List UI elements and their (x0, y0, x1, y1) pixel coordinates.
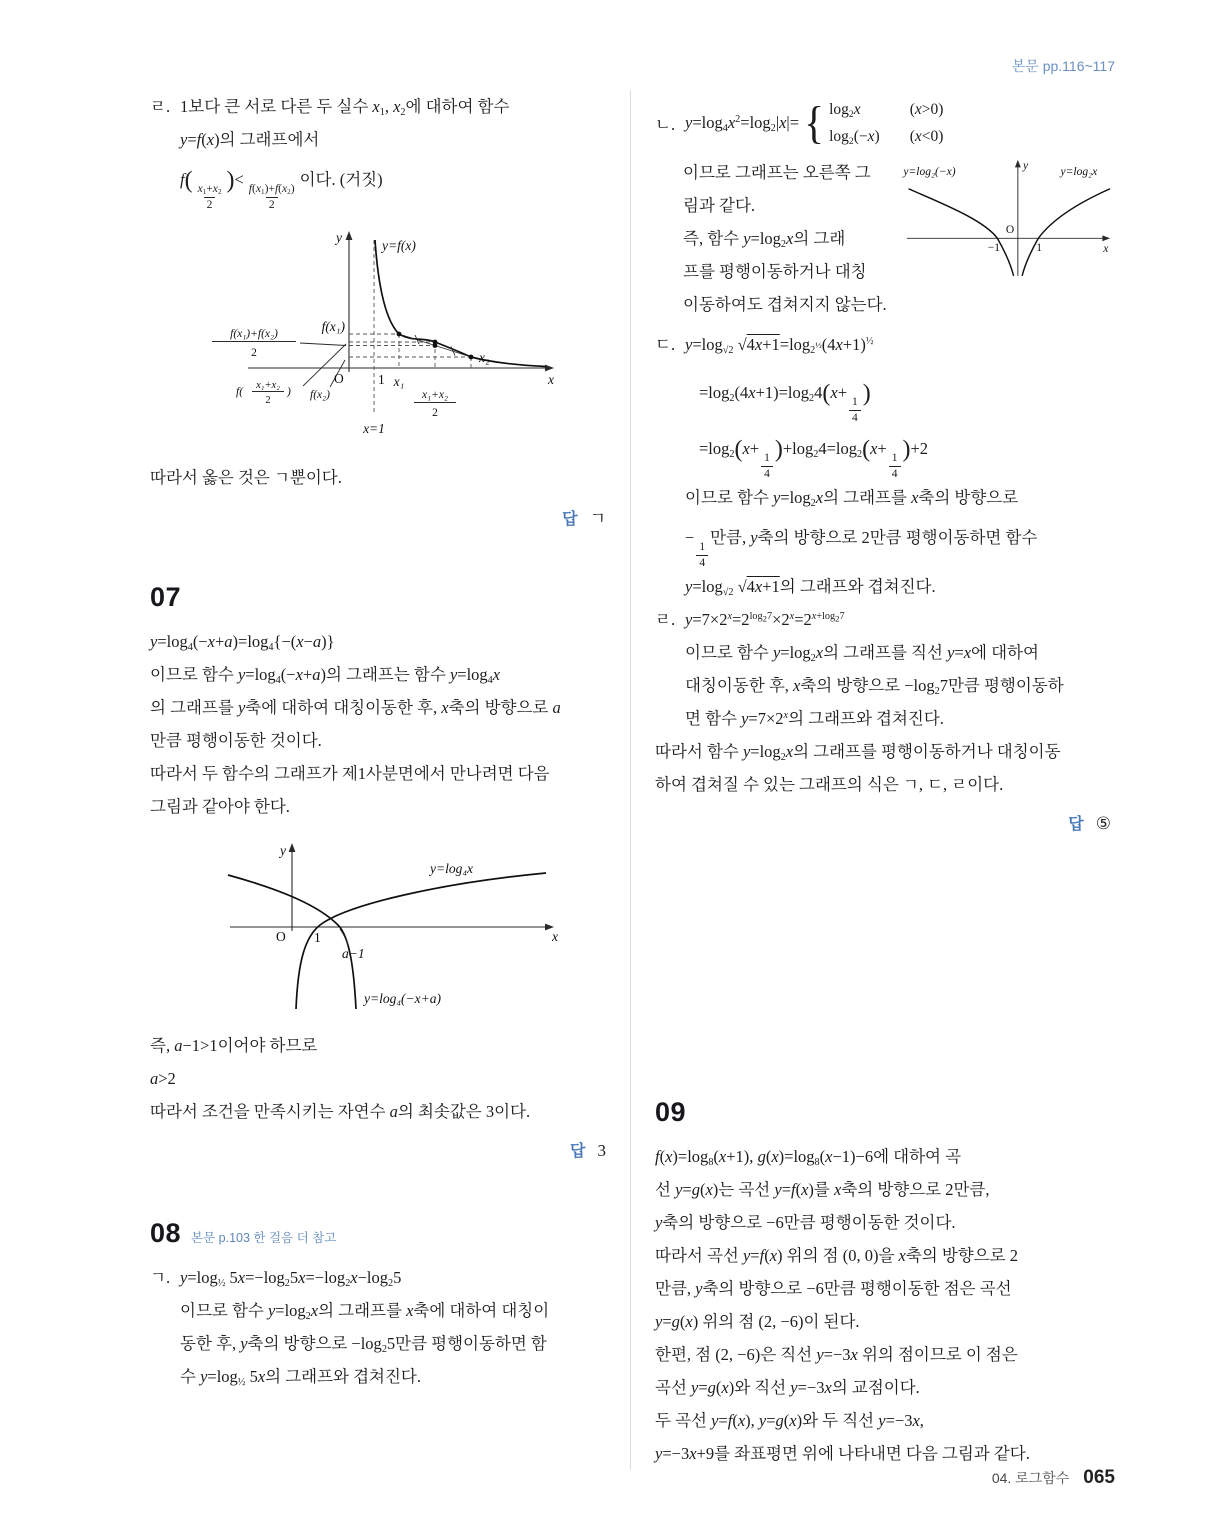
solution-line: y=f(x)의 그래프에서 (180, 130, 320, 149)
solution-line: 림과 같다. (683, 196, 756, 215)
problem-09-solution (655, 1140, 1113, 1470)
solution-line (655, 321, 1113, 369)
page-number: 065 (1083, 1467, 1115, 1488)
origin-label: O (1005, 224, 1014, 237)
problem-07-conclusion (150, 1029, 608, 1128)
answer-label: 답 (1068, 816, 1084, 833)
curve-log4x (296, 873, 546, 1009)
line-text: $y=7\times 2^x=2^{log_27}\times 2^x=2^{x+log_27}$ (685, 610, 845, 629)
left-column (150, 90, 630, 1470)
x-axis-arrow (545, 365, 554, 372)
statement-r2 (655, 603, 1113, 735)
avg-frac-den: 2 (251, 347, 257, 359)
conclusion-line: 따라서 옳은 것은 ㄱ뿐이다. (150, 468, 342, 487)
answer-label: 답 (570, 1143, 586, 1160)
curve-left-label: y=log₂(−x) (902, 166, 956, 179)
y-axis-label: y (280, 843, 286, 858)
point-x2 (469, 355, 474, 360)
y-axis-arrow (289, 843, 296, 852)
item-marker: ㄷ. (655, 335, 676, 354)
answer-label: 답 (562, 511, 578, 528)
point-chord-mid (433, 343, 438, 348)
problem-07-heading (150, 582, 608, 613)
statement-r (150, 90, 608, 212)
tick-1: 1 (314, 930, 321, 945)
answer-row (150, 504, 606, 538)
page-ref-header (1012, 56, 1115, 76)
mid-frac-den: 2 (432, 407, 438, 419)
answer-value: ㄱ (589, 509, 606, 528)
fmid-pre: f( (236, 386, 244, 398)
statement-d (655, 321, 1113, 603)
figure-log-intersection (214, 839, 608, 1019)
solution-line: 대칭이동한 후, x축의 방향으로 $-\log_27$만큼 평행이동하 (685, 676, 1064, 698)
line-text: 1보다 큰 서로 다른 두 실수 $x_1$, $x_2$에 대하여 함수 (180, 97, 510, 119)
answer-value: ⑤ (1095, 814, 1111, 833)
fx2-label: f(x₂) (310, 389, 330, 401)
solution-line: 만큼 평행이동한 것이다. (150, 731, 322, 750)
problem-08-conclusion (655, 735, 1113, 801)
origin-label: O (334, 371, 344, 386)
tick-1: 1 (1035, 242, 1042, 255)
problem-07-solution (150, 625, 608, 823)
log-intersection-graph (214, 839, 564, 1014)
solution-line: 따라서 곡선 y=f(x) 위의 점 (0, 0)을 x축의 방향으로 2 (655, 1246, 1018, 1265)
line-text: $y=\log_{√2}$ $√4x+1=\log_{2^{\frac{1}{2}}}(4x+1)^{\frac{1}{2}}$ (685, 335, 874, 357)
case-2-condition: (x<0) (909, 127, 944, 145)
item-marker: ㄱ. (150, 1268, 171, 1287)
y-axis-arrow (1014, 160, 1020, 168)
page-content (150, 90, 1113, 1470)
tick-1: 1 (378, 372, 385, 387)
curve1-label: y=log₄x (430, 861, 474, 876)
tick-x1: x₁ (393, 374, 405, 389)
solution-line: 동한 후, y축의 방향으로 $-\log_25$만큼 평행이동하면 함 (180, 1334, 547, 1356)
problem-08-heading (150, 1218, 608, 1249)
solution-line: 만큼, y축의 방향으로 −6만큼 평행이동한 점은 곡선 (655, 1279, 1012, 1298)
equation-text: $y=\log_4x^2=\log_2|x|=$ (685, 113, 800, 135)
leader-line (340, 929, 348, 945)
y-axis-label: y (336, 230, 342, 245)
solution-line: − $\frac{1}{4}$ 만큼, y축의 방향으로 2만큼 평행이동하면 함수 (685, 528, 1038, 569)
fx1-label: f(x₁) (321, 319, 345, 334)
tick-a-minus-1: a−1 (342, 946, 365, 961)
item-marker: ㄴ. (655, 115, 676, 134)
case-grid (829, 98, 943, 148)
x-axis-label: x (552, 929, 558, 944)
right-column (630, 90, 1113, 1470)
fmid-num: x₁+x₂ (256, 380, 280, 391)
curve-log2-negx (908, 189, 1013, 276)
item-marker: ㄹ. (150, 97, 171, 116)
convexity-graph (202, 226, 562, 448)
fmid-den: 2 (265, 395, 271, 406)
solution-line: 한편, 점 (2, −6)은 직선 y=−3x 위의 점이므로 이 점은 (655, 1345, 1018, 1364)
case-1-condition: (x>0) (909, 101, 944, 119)
case-2-expr: $\log_2(-x)$ (829, 127, 880, 147)
statement-n (655, 90, 1113, 321)
chapter-label: 04. 로그함수 (991, 1470, 1070, 1486)
solution-line: 수 $y=\log_{\frac{1}{2}}$ 5x의 그래프와 겹쳐진다. (180, 1367, 421, 1389)
solution-line: 그림과 같아야 한다. (150, 797, 290, 816)
leader-line (300, 343, 346, 346)
avg-frac-num: f(x₁)+f(x₂) (230, 328, 278, 340)
mid-frac-num: x₁+x₂ (422, 389, 448, 401)
solution-line: 이동하여도 겹쳐지지 않는다. (683, 295, 887, 314)
y-axis-arrow (346, 231, 353, 240)
solution-line: 두 곡선 y=f(x), y=g(x)와 두 직선 y=−3x, (655, 1411, 924, 1430)
solution-line: y축의 방향으로 −6만큼 평행이동한 것이다. (655, 1213, 956, 1232)
page-ref-text: 본문 pp.116~117 (1011, 58, 1115, 74)
reference-note: 본문 p.103 한 걸음 더 참고 (191, 1231, 337, 1245)
solution-line: y=g(x) 위의 점 (2, −6)이 된다. (655, 1312, 860, 1331)
solution-line (655, 603, 1113, 636)
solution-line: 즉, a−1>1이어야 하므로 (150, 1036, 318, 1055)
case-1-expr: $\log_2x$ (829, 101, 861, 121)
piecewise-cases (803, 98, 943, 148)
n-text-and-figure (655, 156, 1113, 321)
point-x1 (397, 332, 402, 337)
solution-line: $=\log_2(x+$ $\frac{1}{4}$ )$+\log_24=\log_2(x+$ $\frac{1}{4}$ )+2 (699, 436, 929, 480)
tick-minus-1: −1 (987, 242, 1000, 255)
abs-log-graph (900, 156, 1114, 283)
problem-number: 09 (655, 1097, 687, 1127)
solution-line: 따라서 두 함수의 그래프가 제1사분면에서 만나려면 다음 (150, 764, 550, 783)
solution-line (150, 1261, 608, 1294)
solution-line: $y=\log_4(-x+a)=\log_4\{-(x-a)\}$ (150, 632, 335, 654)
solution-line: 즉, 함수 $y=\log_2x$의 그래 (683, 229, 846, 251)
solution-line: 선 y=g(x)는 곡선 y=f(x)를 x축의 방향으로 2만큼, (655, 1180, 990, 1199)
figure-convexity (202, 226, 608, 453)
x-axis-label: x (548, 372, 554, 387)
problem-number: 08 (150, 1218, 182, 1248)
case-brace: { (804, 97, 825, 149)
tick-x2: x₂ (479, 350, 490, 365)
curve-label: y=f(x) (382, 238, 416, 253)
y-axis-label: y (1022, 160, 1028, 173)
n-text (683, 156, 896, 321)
x-axis-arrow (1102, 235, 1110, 241)
solution-line: 이므로 함수 $y=\log_2x$의 그래프를 x축의 방향으로 (685, 488, 1019, 510)
solution-line: 이므로 그래프는 오른쪽 그 (683, 163, 871, 182)
solution-line: 프를 평행이동하거나 대칭 (683, 262, 867, 281)
solution-line: 하여 겹쳐질 수 있는 그래프의 식은 ㄱ, ㄷ, ㄹ이다. (655, 775, 1004, 794)
problem-09-heading (655, 1097, 1113, 1128)
solution-line: 따라서 함수 $y=\log_2x$의 그래프를 평행이동하거나 대칭이동 (655, 742, 1061, 764)
solution-line: $f(x)=\log_8(x+1)$, $g(x)=\log_8(x-1)-6$에 대하여 곡 (655, 1147, 962, 1169)
solution-line: 면 함수 $y=7\times 2^x$의 그래프와 겹쳐진다. (685, 709, 944, 728)
solution-line: 곡선 y=g(x)와 직선 y=−3x의 교점이다. (655, 1378, 920, 1397)
function-curve (375, 240, 546, 367)
solution-line: y=−3x+9를 좌표평면 위에 나타내면 다음 그림과 같다. (655, 1444, 1030, 1463)
curve-log2x (1022, 189, 1110, 276)
problem-number: 07 (150, 582, 182, 612)
solution-line: $y=\log_{√2}$ √4x+1의 그래프와 겹쳐진다. (685, 577, 936, 599)
solution-line: 이므로 함수 $y=\log_4(-x+a)$의 그래프는 함수 $y=\log_4x$ (150, 665, 501, 687)
curve2-label: y=log₄(−x+a) (364, 991, 441, 1006)
solution-line: 따라서 조건을 만족시키는 자연수 a의 최솟값은 3이다. (150, 1102, 531, 1121)
solution-line: a>2 (150, 1069, 176, 1088)
solution-line: 이므로 함수 $y=\log_2x$의 그래프를 직선 y=x에 대하여 (685, 643, 1039, 665)
solution-line (655, 90, 1113, 156)
item-marker: ㄹ. (655, 610, 676, 629)
solution-line: $=\log_2(4x+1)=\log_24(x+$ $\frac{1}{4}$ ) (699, 380, 871, 424)
solution-line: 이므로 함수 $y=\log_2x$의 그래프를 x축에 대하여 대칭이 (180, 1301, 550, 1323)
answer-row (150, 1138, 606, 1172)
page-footer (992, 1467, 1115, 1489)
solution-line: 의 그래프를 y축에 대하여 대칭이동한 후, x축의 방향으로 a (150, 698, 561, 717)
answer-row (655, 811, 1111, 845)
answer-value: 3 (597, 1141, 606, 1160)
fmid-post: ) (287, 386, 291, 398)
asymptote-label: x=1 (363, 421, 385, 436)
line-text: $y=\log_{\frac{1}{2}}$ $5x=-\log_25x=-\log_2x-\log_25$ (180, 1268, 402, 1290)
x-axis-label: x (1102, 242, 1108, 255)
curve-right-label: y=log₂x (1060, 166, 1097, 179)
solution-line: f( $\frac{x_1+x_2}{2}$ )< $\frac{f(x_1)+f(x_2)}{2}$ 이다. (거짓) (180, 167, 383, 211)
solution-line (150, 90, 608, 123)
origin-label: O (276, 929, 286, 944)
statement-g (150, 1261, 608, 1393)
